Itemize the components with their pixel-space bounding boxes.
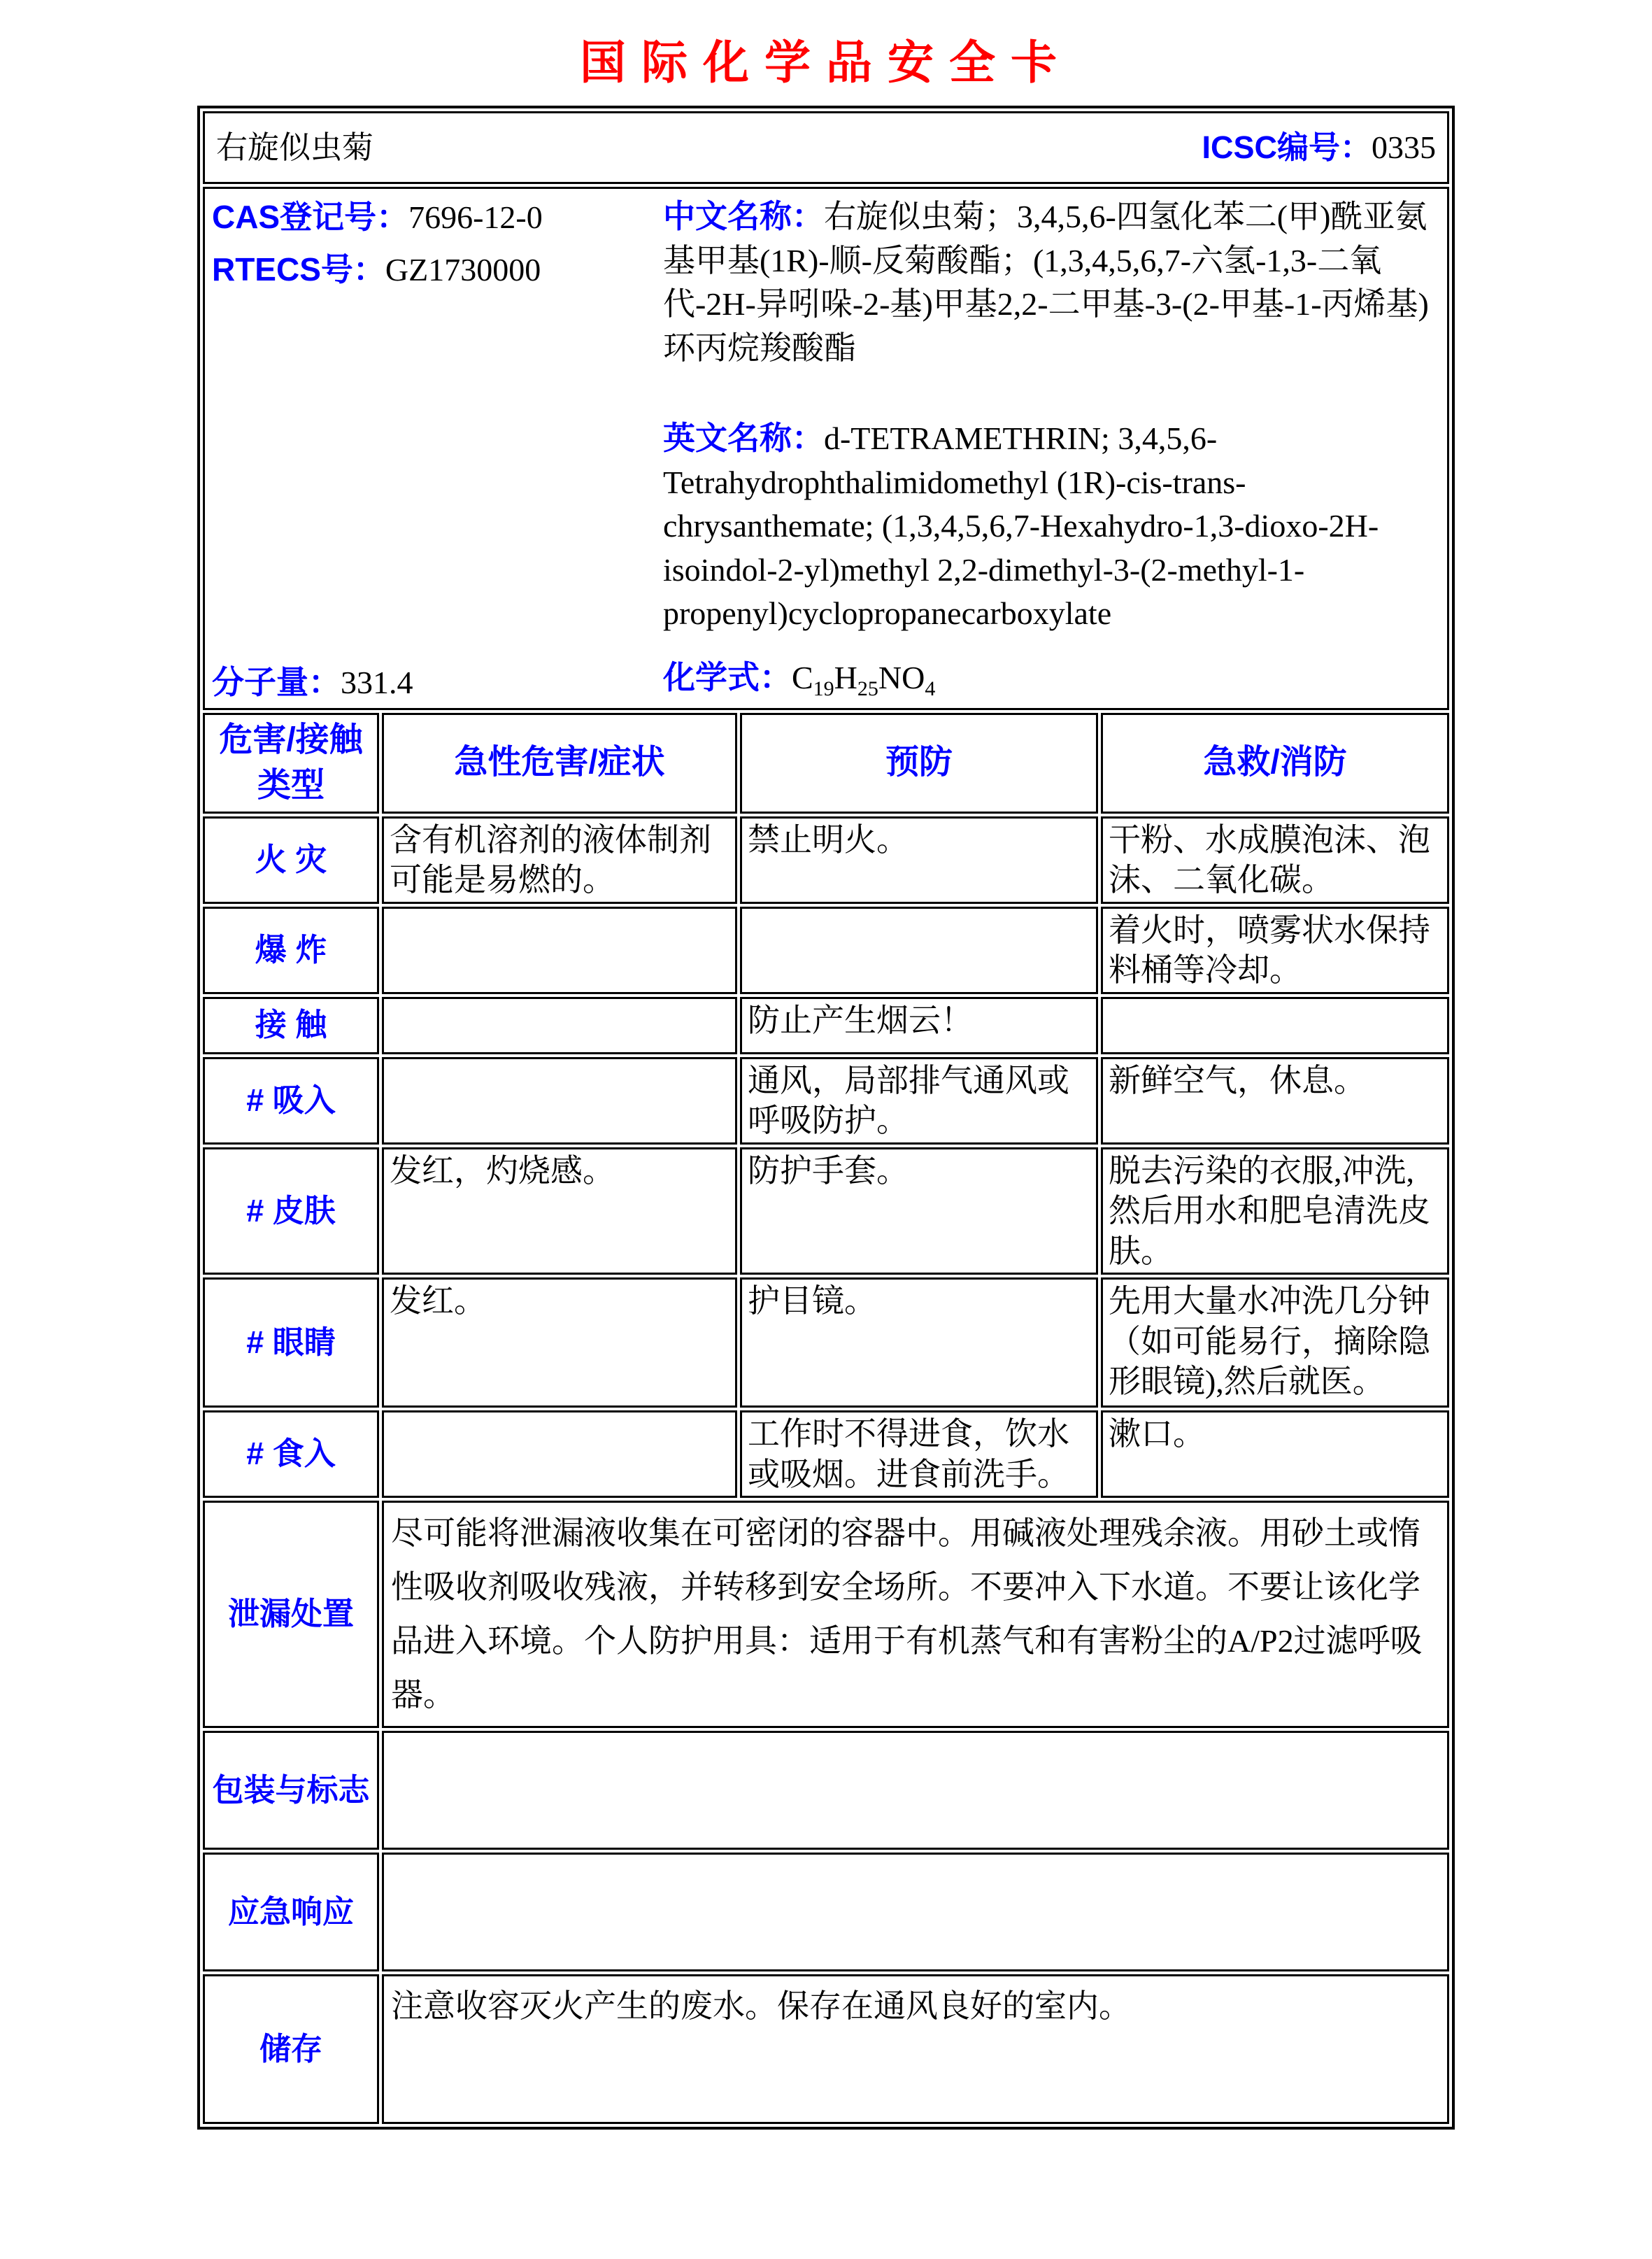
row-label-explosion: 爆 炸 <box>203 907 379 994</box>
emergency-response-content <box>382 1853 1449 1971</box>
fire-symptom: 含有机溶剂的液体制剂可能是易燃的。 <box>382 816 737 904</box>
row-label-storage: 储存 <box>203 1974 379 2124</box>
ingestion-firstaid: 漱口。 <box>1101 1410 1449 1498</box>
eyes-firstaid: 先用大量水冲洗几分钟（如可能易行，摘除隐形眼镜),然后就医。 <box>1101 1277 1449 1408</box>
table-row-ingestion <box>203 1410 1449 1498</box>
contact-prevention: 防止产生烟云！ <box>740 997 1098 1054</box>
explosion-symptom <box>382 907 737 994</box>
row-label-spill-disposal: 泄漏处置 <box>203 1501 379 1728</box>
rtecs-value: GZ1730000 <box>385 252 541 288</box>
inhalation-prevention: 通风，局部排气通风或呼吸防护。 <box>740 1057 1098 1145</box>
contact-firstaid <box>1101 997 1449 1054</box>
table-row-spill-disposal <box>203 1501 1449 1728</box>
fire-prevention: 禁止明火。 <box>740 816 1098 904</box>
explosion-prevention <box>740 907 1098 994</box>
inhalation-firstaid: 新鲜空气，休息。 <box>1101 1057 1449 1145</box>
cas-value: 7696-12-0 <box>408 199 543 235</box>
col-header-hazard-type: 危害/接触类型 <box>203 713 379 814</box>
col-header-symptoms: 急性危害/症状 <box>382 713 737 814</box>
identifiers-cell <box>203 187 1449 710</box>
cas-line <box>212 194 663 240</box>
table-row-eyes <box>203 1277 1449 1408</box>
row-label-skin: # 皮肤 <box>203 1147 379 1275</box>
icsc-number: 0335 <box>1372 129 1437 166</box>
chinese-name-text: 右旋似虫菊；3,4,5,6-四氢化苯二(甲)酰亚氨基甲基(1R)-顺-反菊酸酯；(1,3,4,5,6,7-六氢-1,3-二氧代-2H-异吲哚-2-基)甲基2,2-二甲基-3-(2-甲基-1-丙烯基)环丙烷羧酸酯 <box>662 199 1429 366</box>
explosion-firstaid: 着火时，喷雾状水保持料桶等冷却。 <box>1101 907 1449 994</box>
card-header-cell <box>203 111 1449 184</box>
molecular-weight-line <box>212 663 663 703</box>
table-row-packaging <box>203 1731 1449 1850</box>
registry-column <box>212 194 663 702</box>
row-label-contact: 接 触 <box>203 997 379 1054</box>
rtecs-line <box>212 247 663 292</box>
english-name-label: 英文名称： <box>662 420 824 457</box>
table-row <box>203 187 1449 710</box>
table-row-explosion <box>203 907 1449 994</box>
fire-firstaid: 干粉、水成膜泡沫、泡沫、二氧化碳。 <box>1101 816 1449 904</box>
rtecs-label: RTECS号： <box>211 251 385 288</box>
table-row <box>203 111 1449 184</box>
page-title: 国际化学品安全卡 <box>580 36 1072 88</box>
row-label-eyes: # 眼睛 <box>203 1277 379 1408</box>
eyes-symptom: 发红。 <box>382 1277 737 1408</box>
safety-card-table <box>197 106 1455 2130</box>
row-label-ingestion: # 食入 <box>203 1410 379 1498</box>
icsc-label: ICSC编号： <box>1202 129 1372 166</box>
icsc-number-group <box>1202 127 1437 168</box>
chemical-formula-label: 化学式： <box>662 659 792 696</box>
card-header <box>216 127 1436 168</box>
english-name-paragraph <box>663 416 1440 636</box>
cas-label: CAS登记号： <box>211 199 409 235</box>
skin-firstaid: 脱去污染的衣服,冲洗,然后用水和肥皂清洗皮肤。 <box>1101 1147 1449 1275</box>
table-row-storage <box>203 1974 1449 2124</box>
row-label-packaging: 包装与标志 <box>203 1731 379 1850</box>
skin-symptom: 发红，灼烧感。 <box>382 1147 737 1275</box>
col-header-prevention: 预防 <box>740 713 1098 814</box>
ingestion-symptom <box>382 1410 737 1498</box>
packaging-content <box>382 1731 1449 1850</box>
table-header-row <box>203 713 1449 814</box>
storage-content: 注意收容灭火产生的废水。保存在通风良好的室内。 <box>382 1974 1449 2124</box>
chinese-name-label: 中文名称： <box>662 198 824 234</box>
table-row-inhalation <box>203 1057 1449 1145</box>
row-label-fire: 火 灾 <box>203 816 379 904</box>
table-row-contact <box>203 997 1449 1054</box>
eyes-prevention: 护目镜。 <box>740 1277 1098 1408</box>
contact-symptom <box>382 997 737 1054</box>
formula-line <box>663 658 1440 702</box>
inhalation-symptom <box>382 1057 737 1145</box>
names-column <box>663 194 1440 702</box>
substance-name: 右旋似虫菊 <box>215 129 373 165</box>
chinese-name-paragraph <box>663 194 1440 370</box>
row-label-inhalation: # 吸入 <box>203 1057 379 1145</box>
chemical-formula: $C_{19}H_{25}NO_4$ <box>791 660 936 701</box>
molecular-weight-value: 331.4 <box>340 664 413 700</box>
table-row-fire <box>203 816 1449 904</box>
english-name-text: d-TETRAMETHRIN; 3,4,5,6-Tetrahydrophthalimidomethyl (1R)-cis-trans-chrysanthemate; (1,3,4,5,6,7-Hexahydro-1,3-dioxo-2H-isoindol-2-yl)methyl 2,2-dimethyl-3-(2-methyl-1-propenyl)cyclopropanecarboxylate <box>662 420 1379 632</box>
spill-disposal-content: 尽可能将泄漏液收集在可密闭的容器中。用碱液处理残余液。用砂土或惰性吸收剂吸收残液，并转移到安全场所。不要冲入下水道。不要让该化学品进入环境。个人防护用具：适用于有机蒸气和有害粉尘的A/P2过滤呼吸器。 <box>382 1501 1449 1728</box>
skin-prevention: 防护手套。 <box>740 1147 1098 1275</box>
col-header-firstaid: 急救/消防 <box>1101 713 1449 814</box>
ingestion-prevention: 工作时不得进食，饮水或吸烟。进食前洗手。 <box>740 1410 1098 1498</box>
row-label-emergency-response: 应急响应 <box>203 1853 379 1971</box>
table-row-skin <box>203 1147 1449 1275</box>
table-row-emergency-response <box>203 1853 1449 1971</box>
molecular-weight-label: 分子量： <box>211 663 341 700</box>
